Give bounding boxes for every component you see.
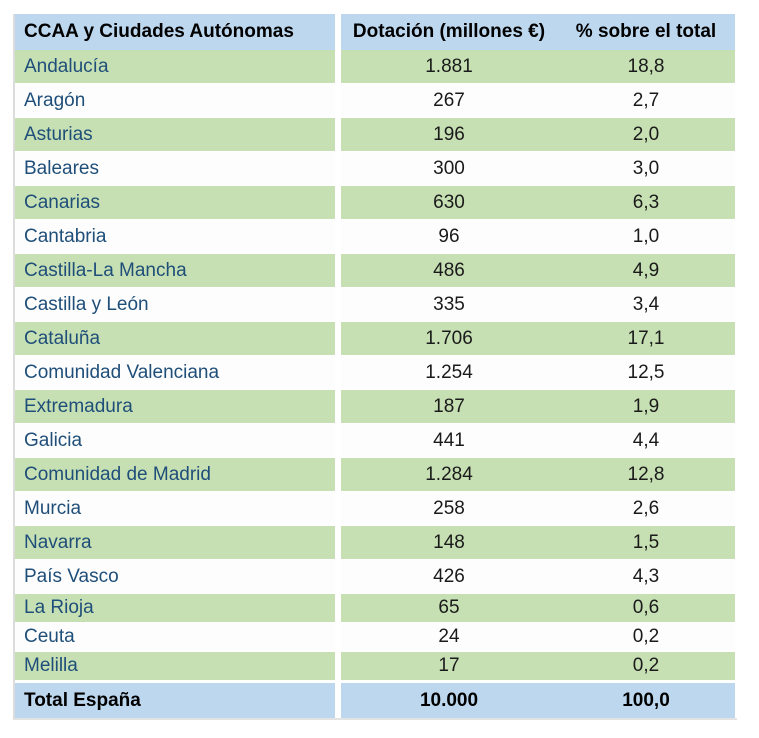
pct-cell: 1,9 [557,390,735,423]
dotacion-cell: 258 [341,492,557,525]
table-row [15,560,737,594]
dotacion-cell: 187 [341,390,557,423]
dotacion-cell: 267 [341,84,557,117]
allocation-table [13,14,737,720]
dotacion-cell: 96 [341,220,557,253]
region-name-cell: Cantabria [15,220,335,253]
region-name-cell: Comunidad Valenciana [15,356,335,389]
pct-cell: 6,3 [557,186,735,219]
total-label: Total España [15,683,335,718]
header-ccaa: CCAA y Ciudades Autónomas [15,14,335,50]
dotacion-cell: 148 [341,526,557,559]
region-name-cell: Asturias [15,118,335,151]
table-row [15,356,737,390]
header-pct: % sobre el total [557,14,735,50]
total-pct-value: 100,0 [557,683,735,718]
region-name-cell: Aragón [15,84,335,117]
table-row [15,390,737,424]
region-name-cell: Castilla-La Mancha [15,254,335,287]
region-name-cell: Extremadura [15,390,335,423]
region-name-cell: La Rioja [15,594,335,622]
region-name-cell: Comunidad de Madrid [15,458,335,491]
table-row [15,254,737,288]
region-name-cell: Galicia [15,424,335,457]
table-body [15,50,737,681]
dotacion-cell: 335 [341,288,557,321]
pct-cell: 4,9 [557,254,735,287]
pct-cell: 1,5 [557,526,735,559]
pct-cell: 2,7 [557,84,735,117]
pct-cell: 12,5 [557,356,735,389]
dotacion-cell: 1.284 [341,458,557,491]
table-row [15,50,737,84]
pct-cell: 4,3 [557,560,735,593]
table-row [15,322,737,356]
table-row [15,594,737,623]
table-row [15,220,737,254]
pct-cell: 17,1 [557,322,735,355]
pct-cell: 0,2 [557,623,735,651]
dotacion-cell: 196 [341,118,557,151]
table-row [15,652,737,681]
pct-cell: 12,8 [557,458,735,491]
pct-cell: 2,6 [557,492,735,525]
dotacion-cell: 65 [341,594,557,622]
table-row [15,526,737,560]
dotacion-cell: 300 [341,152,557,185]
region-name-cell: Baleares [15,152,335,185]
dotacion-cell: 1.881 [341,50,557,83]
dotacion-cell: 17 [341,652,557,680]
dotacion-cell: 1.706 [341,322,557,355]
table-row [15,152,737,186]
table-row [15,623,737,652]
total-dotacion-value: 10.000 [341,683,557,718]
region-name-cell: Canarias [15,186,335,219]
region-name-cell: Cataluña [15,322,335,355]
table-row [15,186,737,220]
dotacion-cell: 1.254 [341,356,557,389]
region-name-cell: Andalucía [15,50,335,83]
pct-cell: 4,4 [557,424,735,457]
table-header-row [15,14,737,50]
pct-cell: 3,0 [557,152,735,185]
pct-cell: 0,2 [557,652,735,680]
pct-cell: 1,0 [557,220,735,253]
table-row [15,492,737,526]
pct-cell: 2,0 [557,118,735,151]
pct-cell: 18,8 [557,50,735,83]
table-row [15,118,737,152]
region-name-cell: Navarra [15,526,335,559]
pct-cell: 3,4 [557,288,735,321]
table-row [15,288,737,322]
header-dotacion: Dotación (millones €) [341,14,557,50]
region-name-cell: País Vasco [15,560,335,593]
region-name-cell: Murcia [15,492,335,525]
table-row [15,84,737,118]
region-name-cell: Melilla [15,652,335,680]
region-name-cell: Ceuta [15,623,335,651]
table-row [15,458,737,492]
dotacion-cell: 426 [341,560,557,593]
table-row [15,424,737,458]
dotacion-cell: 630 [341,186,557,219]
pct-cell: 0,6 [557,594,735,622]
dotacion-cell: 24 [341,623,557,651]
dotacion-cell: 441 [341,424,557,457]
dotacion-cell: 486 [341,254,557,287]
table-total-row [15,681,737,718]
region-name-cell: Castilla y León [15,288,335,321]
